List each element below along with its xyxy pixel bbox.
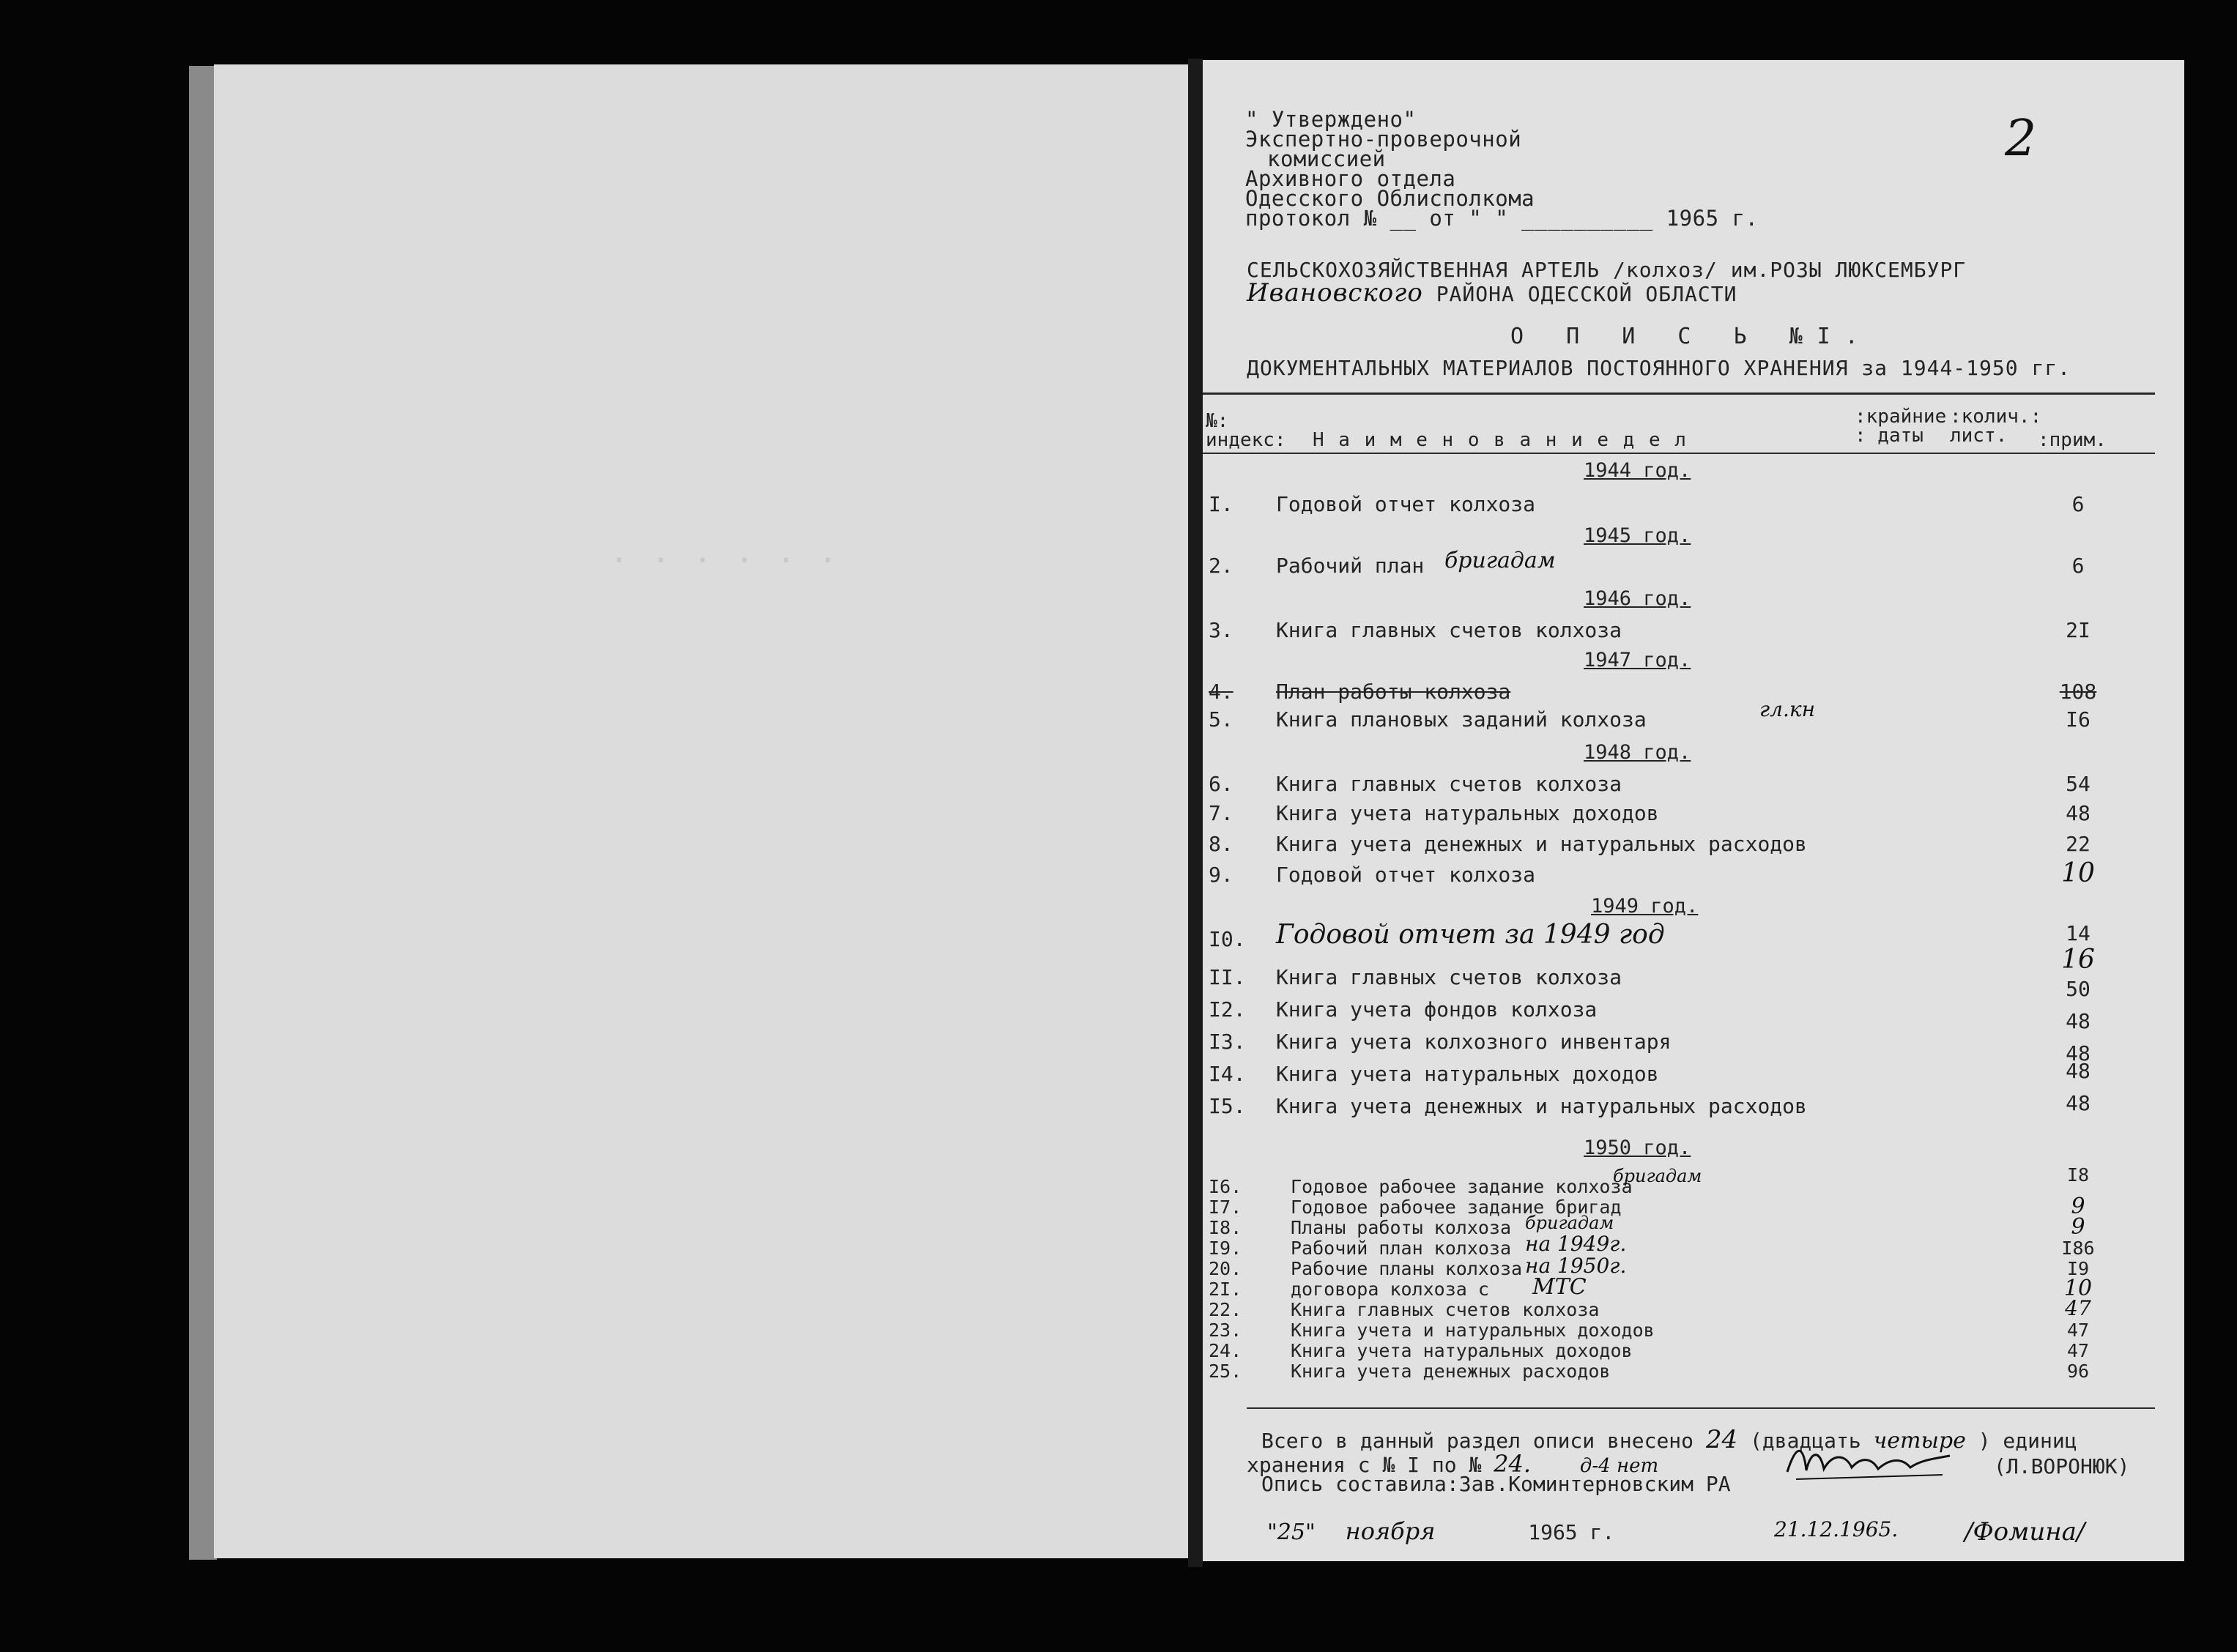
table-row: 8. Книга учета денежных и натуральных расходов 22 (1209, 832, 2091, 856)
left-page-bleed-through: . . . . . . (609, 533, 839, 570)
row-handwritten-addition: МТС (1532, 1274, 1587, 1300)
year-heading: 1948 год. (1584, 741, 1691, 764)
table-row: 20. Рабочие планы колхоза на 1950г. I9 (1209, 1254, 2090, 1279)
binding-strip (189, 66, 217, 1560)
table-row: 24. Книга учета натуральных доходов 47 (1209, 1340, 2090, 1361)
footer-date-line: "25" ноября 1965 г. (1267, 1517, 1615, 1545)
row-handwritten-addition: бригадам (1444, 548, 1556, 573)
footer-month-handwritten: ноября (1345, 1517, 1436, 1545)
district-handwritten: Ивановского (1247, 278, 1423, 308)
approval-line: комиссией (1267, 146, 1386, 171)
row-handwritten-pages: 16 (2061, 945, 2095, 975)
approval-line: " Утверждено" (1245, 107, 1417, 132)
table-row: I5. Книга учета денежных и натуральных расходов 48 (1209, 1091, 2091, 1118)
table-row: I6. Годовое рабочее задание колхоза бригадам I8 (1209, 1164, 2090, 1197)
header-number: №: (1206, 410, 1229, 432)
row-handwritten-addition: бригадам (1525, 1213, 1614, 1233)
header-count: :колич.: лист. (1950, 406, 2042, 447)
year-heading: 1949 год. (1591, 895, 1699, 918)
table-row: 3. Книга главных счетов колхоза 2I (1209, 618, 2091, 642)
table-row: II. Книга главных счетов колхоза 50 (1209, 965, 2091, 1001)
footer-total-line: Всего в данный раздел описи внесено 24 (двадцать четыре ) единиц (1261, 1425, 2077, 1454)
year-heading: 1947 год. (1584, 649, 1691, 671)
inventory-page (1203, 60, 2184, 1561)
table-row: 7. Книга учета натуральных доходов 48 (1209, 801, 2091, 825)
table-row: 2. Рабочий план бригадам 6 (1209, 548, 2085, 578)
table-row: 5. Книга плановых заданий колхоза гл.кн I6 (1209, 697, 2091, 732)
inventory-title: О П И С Ь №I. (1510, 324, 1873, 349)
table-row: I8. Планы работы колхоза бригадам 9 (1209, 1213, 2085, 1240)
table-row: I2. Книга учета фондов колхоза 48 (1209, 997, 2091, 1033)
table-row: 25. Книга учета денежных расходов 96 (1209, 1361, 2090, 1382)
table-row: I4. Книга учета натуральных доходов 48 (1209, 1059, 2091, 1086)
page-gutter (1188, 59, 1203, 1567)
row-handwritten-addition: на 1950г. (1525, 1254, 1627, 1278)
table-row: 6. Книга главных счетов колхоза 54 (1209, 772, 2091, 796)
district-typed: РАЙОНА ОДЕССКОЙ ОБЛАСТИ (1436, 282, 1737, 306)
table-row: I. Годовой отчет колхоза 6 (1209, 492, 2085, 516)
table-row: 23. Книга учета и натуральных доходов 47 (1209, 1320, 2090, 1341)
approval-block (1245, 107, 1759, 231)
year-heading: 1950 год. (1584, 1136, 1691, 1159)
footer-range-note-handwritten: д-4 нет (1579, 1455, 1659, 1477)
footer-second-signer-handwritten: /Фомина/ (1965, 1517, 2085, 1547)
inventory-subtitle: ДОКУМЕНТАЛЬНЫХ МАТЕРИАЛОВ ПОСТОЯННОГО ХРАНЕНИЯ за 1944-1950 гг. (1247, 356, 2071, 380)
header-name: Н а и м е н о в а н и е д е л (1313, 429, 1688, 451)
footer-total-handwritten: 24 (1705, 1425, 1738, 1454)
header-dates: :крайние : даты (1855, 406, 1947, 447)
approval-line: Одесского Облисполкома (1245, 186, 1535, 211)
table-row: 22. Книга главных счетов колхоза 47 (1209, 1296, 2091, 1320)
table-row: I3. Книга учета колхозного инвентаря 48 (1209, 1030, 2091, 1065)
table-row: 9. Годовой отчет колхоза 10 (1209, 858, 2095, 888)
year-heading: 1944 год. (1584, 459, 1691, 482)
page-number: 2 (2005, 110, 2037, 168)
footer-second-date-handwritten: 21.12.1965. (1774, 1517, 1899, 1541)
table-row: I0. Годовой отчет за 1949 год 14 16 (1203, 927, 2184, 956)
table-top-rule (1203, 392, 2155, 395)
table-row: I9. Рабочий план колхоза на 1949г. I86 (1209, 1232, 2095, 1259)
approval-line: Экспертно-проверочной (1245, 127, 1522, 152)
table-row: 2I. договора колхоза с МТС 10 (1209, 1274, 2093, 1301)
signature-image (1781, 1437, 1957, 1488)
organization-district-line (1247, 278, 1737, 308)
header-note: :прим. (2038, 429, 2107, 451)
footer-rule (1247, 1407, 2155, 1409)
table-header-rule (1203, 453, 2155, 454)
left-page-blank (214, 64, 1188, 1558)
row-handwritten-note: гл.кн (1759, 697, 1816, 721)
approval-line: Архивного отдела (1245, 166, 1456, 191)
footer-signer: (Л.ВОРОНЮК) (1994, 1454, 2130, 1478)
footer-range-handwritten: 24. (1494, 1450, 1532, 1478)
protocol-line: протокол № __ от " " __________ 1965 г. (1245, 206, 1759, 231)
row-handwritten-addition: на 1949г. (1525, 1232, 1627, 1256)
footer-total-words-handwritten: четыре (1873, 1428, 1966, 1454)
header-index: индекс: (1206, 429, 1286, 451)
footer-range-line: хранения с № I по № 24. д-4 нет (1247, 1450, 1659, 1478)
table-row: 4. План работы колхоза 108 (1209, 680, 2097, 704)
organization-line: СЕЛЬСКОХОЗЯЙСТВЕННАЯ АРТЕЛЬ /колхоз/ им.РОЗЫ ЛЮКСЕМБУРГ (1247, 258, 1967, 282)
table-row: I7. Годовое рабочее задание бригад 9 (1209, 1194, 2085, 1219)
year-heading: 1946 год. (1584, 587, 1691, 610)
row-handwritten-addition: бригадам (1613, 1166, 1702, 1186)
footer-compiler-line: Опись составила:Зав.Коминтерновским РА (1261, 1472, 1731, 1496)
year-heading: 1945 год. (1584, 524, 1691, 547)
